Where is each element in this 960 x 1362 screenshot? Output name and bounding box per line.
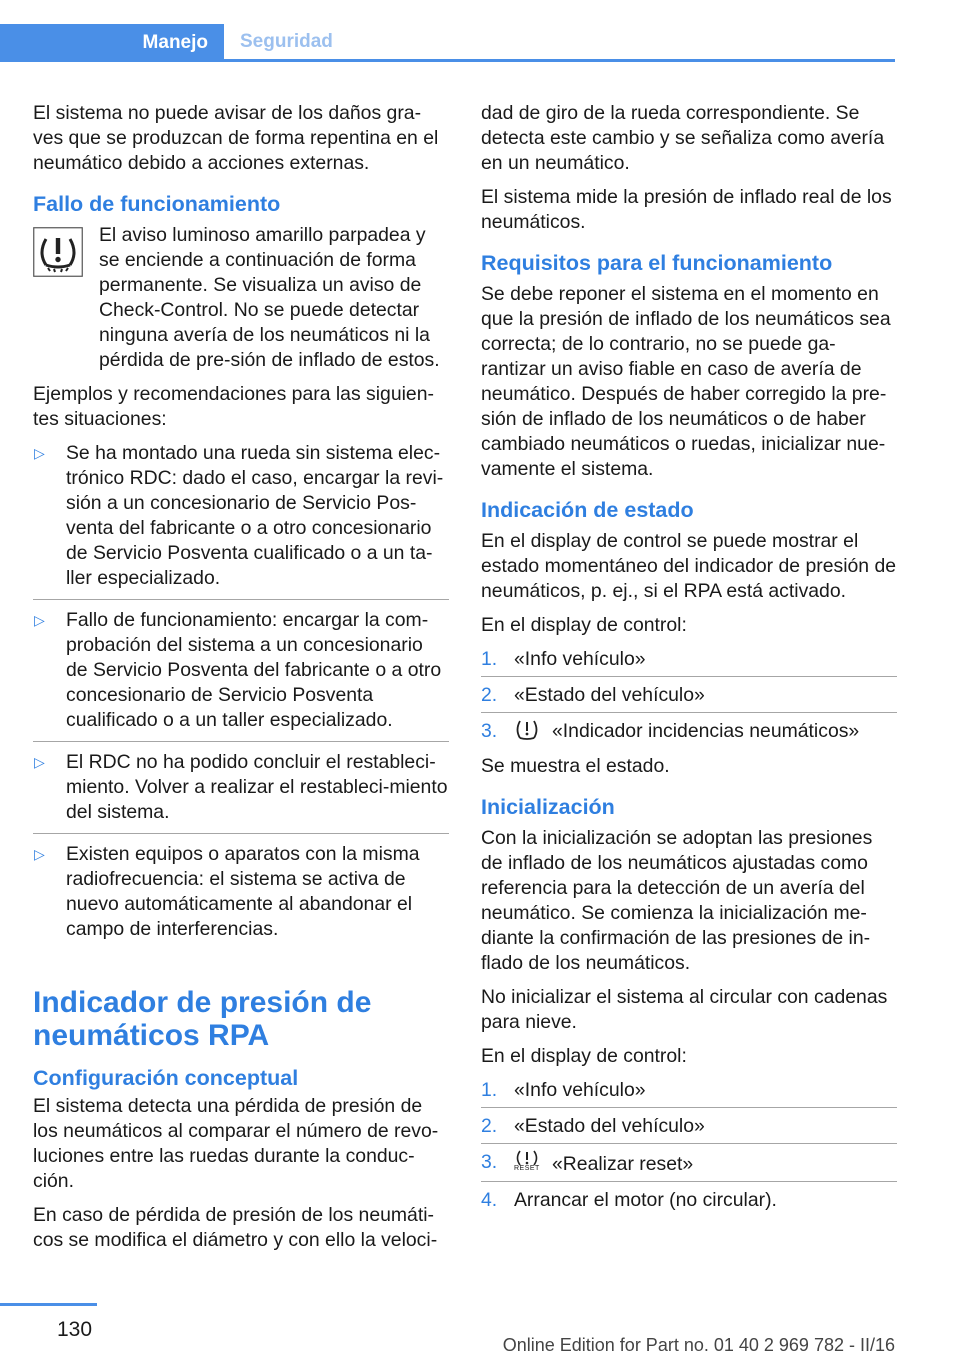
- list-item: ▷ Se ha montado una rueda sin sistema elec‐trónico RDC: dado el caso, encargar la revi‐sión a un concesionario de Servicio Pos‐venta del fabricante o a otro concesionario de Servicio Posventa cualificado o a un ta‐ller especializado.: [33, 441, 449, 600]
- list-item: 1. «Info vehículo»: [481, 647, 897, 677]
- ejemplos-paragraph: Ejemplos y recomendaciones para las siguien‐tes situaciones:: [33, 383, 434, 430]
- intro-paragraph: El sistema no puede avisar de los daños gra‐ves que se produzcan de forma repentina en el neumático debido a acciones externas.: [33, 102, 439, 174]
- header-rule: [0, 59, 895, 62]
- left-column: [33, 101, 449, 1262]
- mide-paragraph: El sistema mide la presión de inflado real de los neumáticos.: [481, 186, 892, 233]
- tire-reset-icon: RESET: [514, 1150, 540, 1174]
- list-item: 2. «Estado del vehículo»: [481, 1114, 897, 1144]
- muestra-paragraph: Se muestra el estado.: [481, 755, 670, 777]
- list-item: ▷ Fallo de funcionamiento: encargar la com‐probación del sistema a un concesionario de Servicio Posventa del fabricante o a otro concesionario de Servicio Posventa cualificado o a un taller especializado.: [33, 608, 449, 742]
- rpa-heading: Indicador de presión de neumáticos RPA: [33, 986, 372, 1052]
- list-item: 4. Arrancar el motor (no circular).: [481, 1189, 777, 1211]
- list-item: ▷ Existen equipos o aparatos con la misma radiofrecuencia: el sistema se activa de nuevo automáticamente al abandonar el campo de interferencias.: [34, 843, 420, 940]
- list-item: ▷ El RDC no ha podido concluir el restableci‐miento. Volver a realizar el restableci‐miento del sistema.: [33, 750, 449, 834]
- fallo-heading: Fallo de funcionamiento: [33, 192, 281, 216]
- right-column: [481, 101, 897, 1223]
- requisitos-heading: Requisitos para el funcionamiento: [481, 251, 833, 275]
- triangle-bullet-icon: ▷: [34, 612, 45, 628]
- tab-manejo[interactable]: Manejo: [0, 24, 224, 62]
- estado-paragraph: En el display de control se puede mostrar el estado momentáneo del indicador de presión de neumáticos, p. ej., si el RPA está activado.: [481, 530, 897, 602]
- fallo-text: El aviso luminoso amarillo parpadea y se enciende a continuación de forma permanente. Se visualiza un aviso de Check-Control. No se puede detectar ninguna avería de los neumáticos ni la pérdida de pre‐sión de inflado de estos.: [99, 224, 440, 371]
- situations-list: [33, 441, 449, 950]
- tab-seguridad[interactable]: Seguridad: [240, 30, 333, 52]
- page-number: 130: [57, 1318, 93, 1341]
- header-bar: [0, 24, 895, 62]
- estado-steps: [481, 647, 897, 748]
- list-item: 3. RESET «Realizar reset»: [481, 1150, 897, 1182]
- tire-warning-icon: [514, 719, 540, 741]
- display-label-1: En el display de control:: [481, 614, 687, 636]
- estado-heading: Indicación de estado: [481, 498, 694, 522]
- tire-pressure-warning-icon: [33, 227, 83, 277]
- list-item: 3. «Indicador incidencias neumáticos»: [481, 720, 860, 742]
- reset-steps: [481, 1078, 897, 1217]
- fallo-block: [33, 223, 449, 373]
- triangle-bullet-icon: ▷: [34, 754, 45, 770]
- triangle-bullet-icon: ▷: [34, 846, 45, 862]
- display-label-2: En el display de control:: [481, 1045, 687, 1067]
- config-paragraph-2: En caso de pérdida de presión de los neumáti‐cos se modifica el diámetro y con ello la veloci‐: [33, 1204, 438, 1251]
- list-item: 2. «Estado del vehículo»: [481, 683, 897, 713]
- requisitos-paragraph: Se debe reponer el sistema en el momento en que la presión de inflado de los neumáticos sea correcta; de lo contrario, no se puede ga‐rantizar un aviso fiable en caso de avería de neumático. Después de haber corregido la pre‐sión de inflado de los neumáticos o de haber cambiado neumáticos o ruedas, inicializar nue‐vamente el sistema.: [481, 283, 891, 480]
- footer-rule: [0, 1303, 97, 1306]
- edition-footer: Online Edition for Part no. 01 40 2 969 782 - II/16: [502, 1335, 895, 1355]
- config-paragraph-1: El sistema detecta una pérdida de presión de los neumáticos al comparar el número de revo‐luciones entre las ruedas durante la conduc‐ción.: [33, 1095, 439, 1192]
- inicializacion-heading: Inicialización: [481, 795, 615, 819]
- inicializacion-paragraph: Con la inicialización se adoptan las presiones de inflado de los neumáticos ajustadas como referencia para la detección de un avería del neumático. Se comienza la inicialización me‐diante la confirmación de las presiones de in‐flado de los neumáticos.: [481, 827, 873, 974]
- triangle-bullet-icon: ▷: [34, 445, 45, 461]
- fallo-paragraph: [33, 223, 449, 373]
- continuation-paragraph: dad de giro de la rueda correspondiente. Se detecta este cambio y se señaliza como avería en un neumático.: [481, 102, 885, 174]
- list-item: 1. «Info vehículo»: [481, 1078, 897, 1108]
- no-init-paragraph: No inicializar el sistema al circular con cadenas para nieve.: [481, 986, 888, 1033]
- config-heading: Configuración conceptual: [33, 1066, 299, 1090]
